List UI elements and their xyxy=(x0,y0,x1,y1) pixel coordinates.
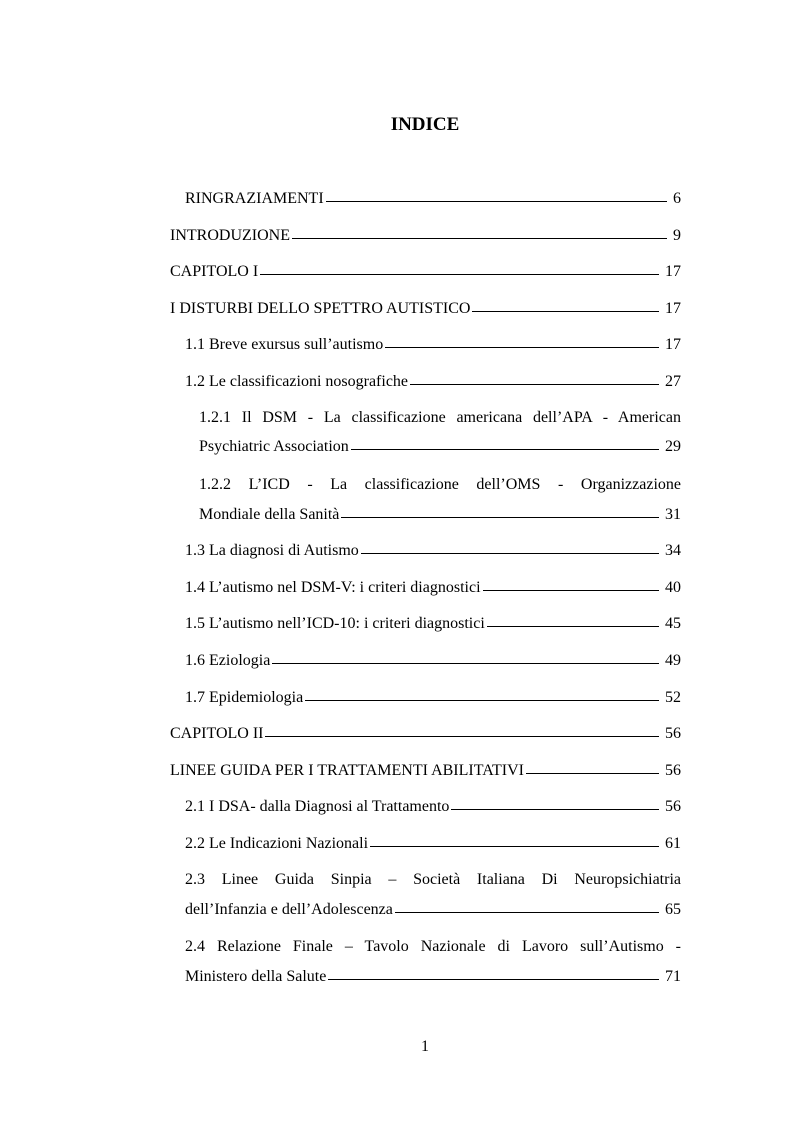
toc-leader xyxy=(451,809,659,810)
toc-entry[interactable] xyxy=(185,335,681,355)
toc-leader xyxy=(410,384,659,385)
toc-entry-label: 1.4 L’autismo nel DSM-V: i criteri diagnostici xyxy=(185,579,481,596)
toc-leader xyxy=(265,736,659,737)
toc-entry-page: 27 xyxy=(665,373,681,390)
toc-entry[interactable] xyxy=(185,651,681,671)
toc-entry-label: Ministero della Salute xyxy=(185,968,327,985)
toc-entry[interactable] xyxy=(185,541,681,561)
toc-entry-page: 71 xyxy=(665,968,681,985)
toc-entry-label: RINGRAZIAMENTI xyxy=(185,190,324,207)
toc-leader xyxy=(385,347,659,348)
toc-entry-page: 49 xyxy=(665,652,681,669)
toc-entry[interactable] xyxy=(170,299,681,319)
toc-entry[interactable] xyxy=(199,505,681,525)
toc-entry-label: 1.3 La diagnosi di Autismo xyxy=(185,542,359,559)
toc-entry-page: 6 xyxy=(673,190,681,207)
toc-entry-first-line[interactable]: 2.3 Linee Guida Sinpia – Società Italiana Di Neuropsichiatria xyxy=(185,871,681,888)
toc-entry[interactable] xyxy=(185,372,681,392)
toc-leader xyxy=(351,449,659,450)
toc-entry-page: 65 xyxy=(665,901,681,918)
toc-leader xyxy=(328,979,659,980)
toc-entry-label: 1.2 Le classificazioni nosografiche xyxy=(185,373,409,390)
toc-entry-page: 29 xyxy=(665,438,681,455)
toc-leader xyxy=(292,238,667,239)
toc-entry-label: Mondiale della Sanità xyxy=(199,506,340,523)
toc-entry-page: 17 xyxy=(665,336,681,353)
toc-entry[interactable] xyxy=(170,226,681,246)
toc-leader xyxy=(326,201,667,202)
toc-entry-label: dell’Infanzia e dell’Adolescenza xyxy=(185,901,393,918)
toc-entry-label: 1.7 Epidemiologia xyxy=(185,689,304,706)
toc-entry-page: 17 xyxy=(665,300,681,317)
toc-leader xyxy=(272,663,659,664)
toc-entry-label: CAPITOLO II xyxy=(170,725,264,742)
toc-leader xyxy=(483,590,659,591)
toc-entry[interactable] xyxy=(185,900,681,920)
toc-entry-page: 61 xyxy=(665,835,681,852)
toc-leader xyxy=(526,773,659,774)
toc-entry-page: 17 xyxy=(665,263,681,280)
toc-entry-label: 2.1 I DSA- dalla Diagnosi al Trattamento xyxy=(185,798,450,815)
toc-entry-label: 1.5 L’autismo nell’ICD-10: i criteri diagnostici xyxy=(185,615,485,632)
toc-entry-page: 56 xyxy=(665,762,681,779)
toc-leader xyxy=(305,700,659,701)
toc-entry-label: LINEE GUIDA PER I TRATTAMENTI ABILITATIVI xyxy=(170,762,524,779)
toc-entry[interactable] xyxy=(170,761,681,781)
toc-entry[interactable] xyxy=(185,189,681,209)
toc-entry-first-line[interactable]: 2.4 Relazione Finale – Tavolo Nazionale di Lavoro sull’Autismo - xyxy=(185,938,681,955)
toc-leader xyxy=(260,274,659,275)
toc-entry-label: 1.1 Breve exursus sull’autismo xyxy=(185,336,384,353)
toc-entry[interactable] xyxy=(185,578,681,598)
toc-entry[interactable] xyxy=(185,797,681,817)
toc-entry-page: 45 xyxy=(665,615,681,632)
toc-entry[interactable] xyxy=(170,724,681,744)
toc-entry-label: CAPITOLO I xyxy=(170,263,259,280)
toc-entry-label: I DISTURBI DELLO SPETTRO AUTISTICO xyxy=(170,300,471,317)
toc-entry-label: 1.6 Eziologia xyxy=(185,652,271,669)
toc-entry-page: 56 xyxy=(665,725,681,742)
page-number: 1 xyxy=(421,1038,429,1055)
toc-entry-page: 34 xyxy=(665,542,681,559)
toc-entry-page: 40 xyxy=(665,579,681,596)
toc-entry-page: 31 xyxy=(665,506,681,523)
toc-entry[interactable] xyxy=(199,437,681,457)
toc-entry-first-line[interactable]: 1.2.2 L’ICD - La classificazione dell’OMS - Organizzazione xyxy=(199,476,681,493)
toc-entry[interactable] xyxy=(185,834,681,854)
toc-entry-page: 56 xyxy=(665,798,681,815)
toc-entry-label: Psychiatric Association xyxy=(199,438,349,455)
toc-entry-label: 2.2 Le Indicazioni Nazionali xyxy=(185,835,369,852)
toc-leader xyxy=(395,912,659,913)
toc-entry-page: 9 xyxy=(673,227,681,244)
toc-leader xyxy=(361,553,659,554)
toc-entry-first-line[interactable]: 1.2.1 Il DSM - La classificazione americana dell’APA - American xyxy=(199,409,681,426)
page-title: INDICE xyxy=(390,114,460,135)
toc-entry-page: 52 xyxy=(665,689,681,706)
toc-entry-label: INTRODUZIONE xyxy=(170,227,290,244)
toc-entry[interactable] xyxy=(185,614,681,634)
toc-leader xyxy=(341,517,659,518)
toc-leader xyxy=(487,626,659,627)
toc-entry[interactable] xyxy=(170,262,681,282)
toc-leader xyxy=(472,311,659,312)
toc-entry[interactable] xyxy=(185,688,681,708)
toc-entry[interactable] xyxy=(185,967,681,987)
toc-leader xyxy=(370,846,659,847)
